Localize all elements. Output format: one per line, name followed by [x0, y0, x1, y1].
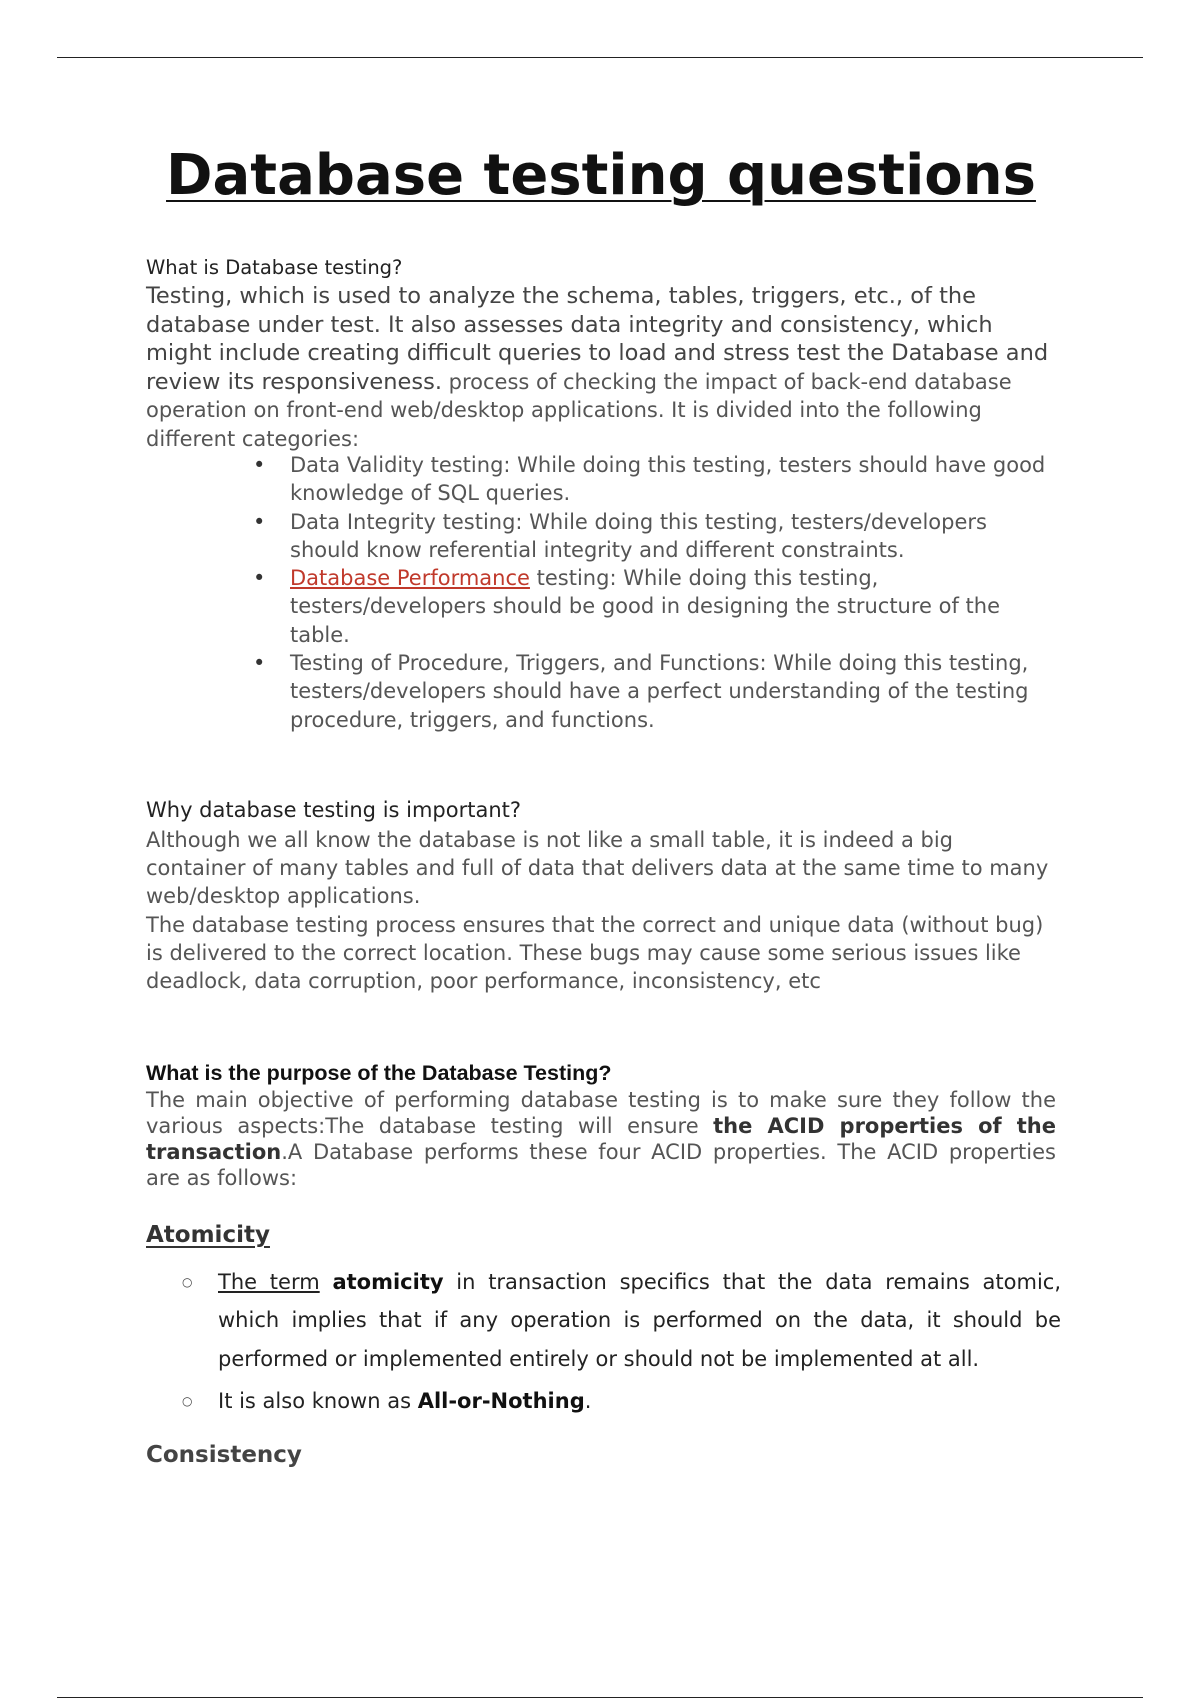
list-item: • Testing of Procedure, Triggers, and Functions: While doing this testing, testers/developers should have a perfect understanding of the testing procedure, triggers, and functions. — [290, 649, 1060, 734]
testing-categories-list — [290, 451, 1060, 734]
list-item — [218, 1382, 1061, 1420]
list-item-text: testing: While doing this testing, testers/developers should be good in designing the structure of the table. — [290, 566, 1001, 647]
purpose-text-a: The main objective of performing database testing is to make sure they follow the various aspects:The database testing will ensure — [146, 1088, 1056, 1138]
acid-emphasis: the ACID properties of the transaction — [146, 1114, 1057, 1164]
term-underlined: The term — [218, 1270, 320, 1294]
database-performance-link[interactable]: Database Performance — [290, 566, 530, 591]
list-item: • Data Validity testing: While doing this testing, testers should have good knowledge of SQL queries. — [290, 451, 1060, 508]
all-or-nothing-post: . — [584, 1388, 592, 1413]
consistency-heading: Consistency — [146, 1442, 302, 1468]
all-or-nothing-pre: It is also known as — [218, 1388, 418, 1413]
top-rule — [57, 57, 1143, 58]
intro-end-text: Database and review its responsiveness. — [146, 340, 1049, 395]
atomicity-heading: Atomicity — [146, 1222, 270, 1248]
why-important-para-2: The database testing process ensures that the correct and unique data (without bug) is delivered to the correct location. These bugs may cause some serious issues like deadlock, data corruption, poor performance, inconsistency, etc — [146, 912, 1044, 994]
list-item — [290, 564, 1060, 649]
atomicity-term: atomicity — [332, 1270, 444, 1294]
purpose-paragraph — [146, 1087, 1056, 1191]
intro-text: Testing, which is used to analyze the schema, tables, triggers, etc., of the database under test. It also assesses data integrity and consistency, which might include creating difficult queries to load and stress test the — [146, 283, 993, 366]
question-what-is-db-testing: What is Database testing? — [146, 256, 403, 279]
page-title: Database testing questions — [166, 143, 1036, 208]
list-item: • Data Integrity testing: While doing this testing, testers/developers should know referential integrity and different constraints. — [290, 508, 1060, 565]
list-item — [218, 1263, 1061, 1378]
question-why-important: Why database testing is important? — [146, 798, 522, 822]
purpose-text-b: .A Database performs these four ACID properties. The ACID properties are as follows: — [146, 1140, 1056, 1190]
why-important-para-1: Although we all know the database is not like a small table, it is indeed a big container of many tables and full of data that delivers data at the same time to many web/desktop applications. — [146, 828, 1049, 909]
all-or-nothing-term: All-or-Nothing — [417, 1388, 585, 1413]
bottom-rule — [57, 1697, 1143, 1698]
why-important-body — [146, 826, 1056, 995]
atomicity-list — [218, 1263, 1061, 1424]
intro-continuation: process of checking the impact of back-end database operation on front-end web/desktop applications. It is divided into the following different categories: — [146, 369, 1012, 451]
intro-paragraph — [146, 282, 1056, 453]
atomicity-definition: in transaction specifics that the data remains atomic, which implies that if any operation is performed on the data, it should be performed or implemented entirely or should not be implemented at all. — [218, 1270, 1061, 1371]
question-purpose: What is the purpose of the Database Testing? — [146, 1061, 612, 1085]
